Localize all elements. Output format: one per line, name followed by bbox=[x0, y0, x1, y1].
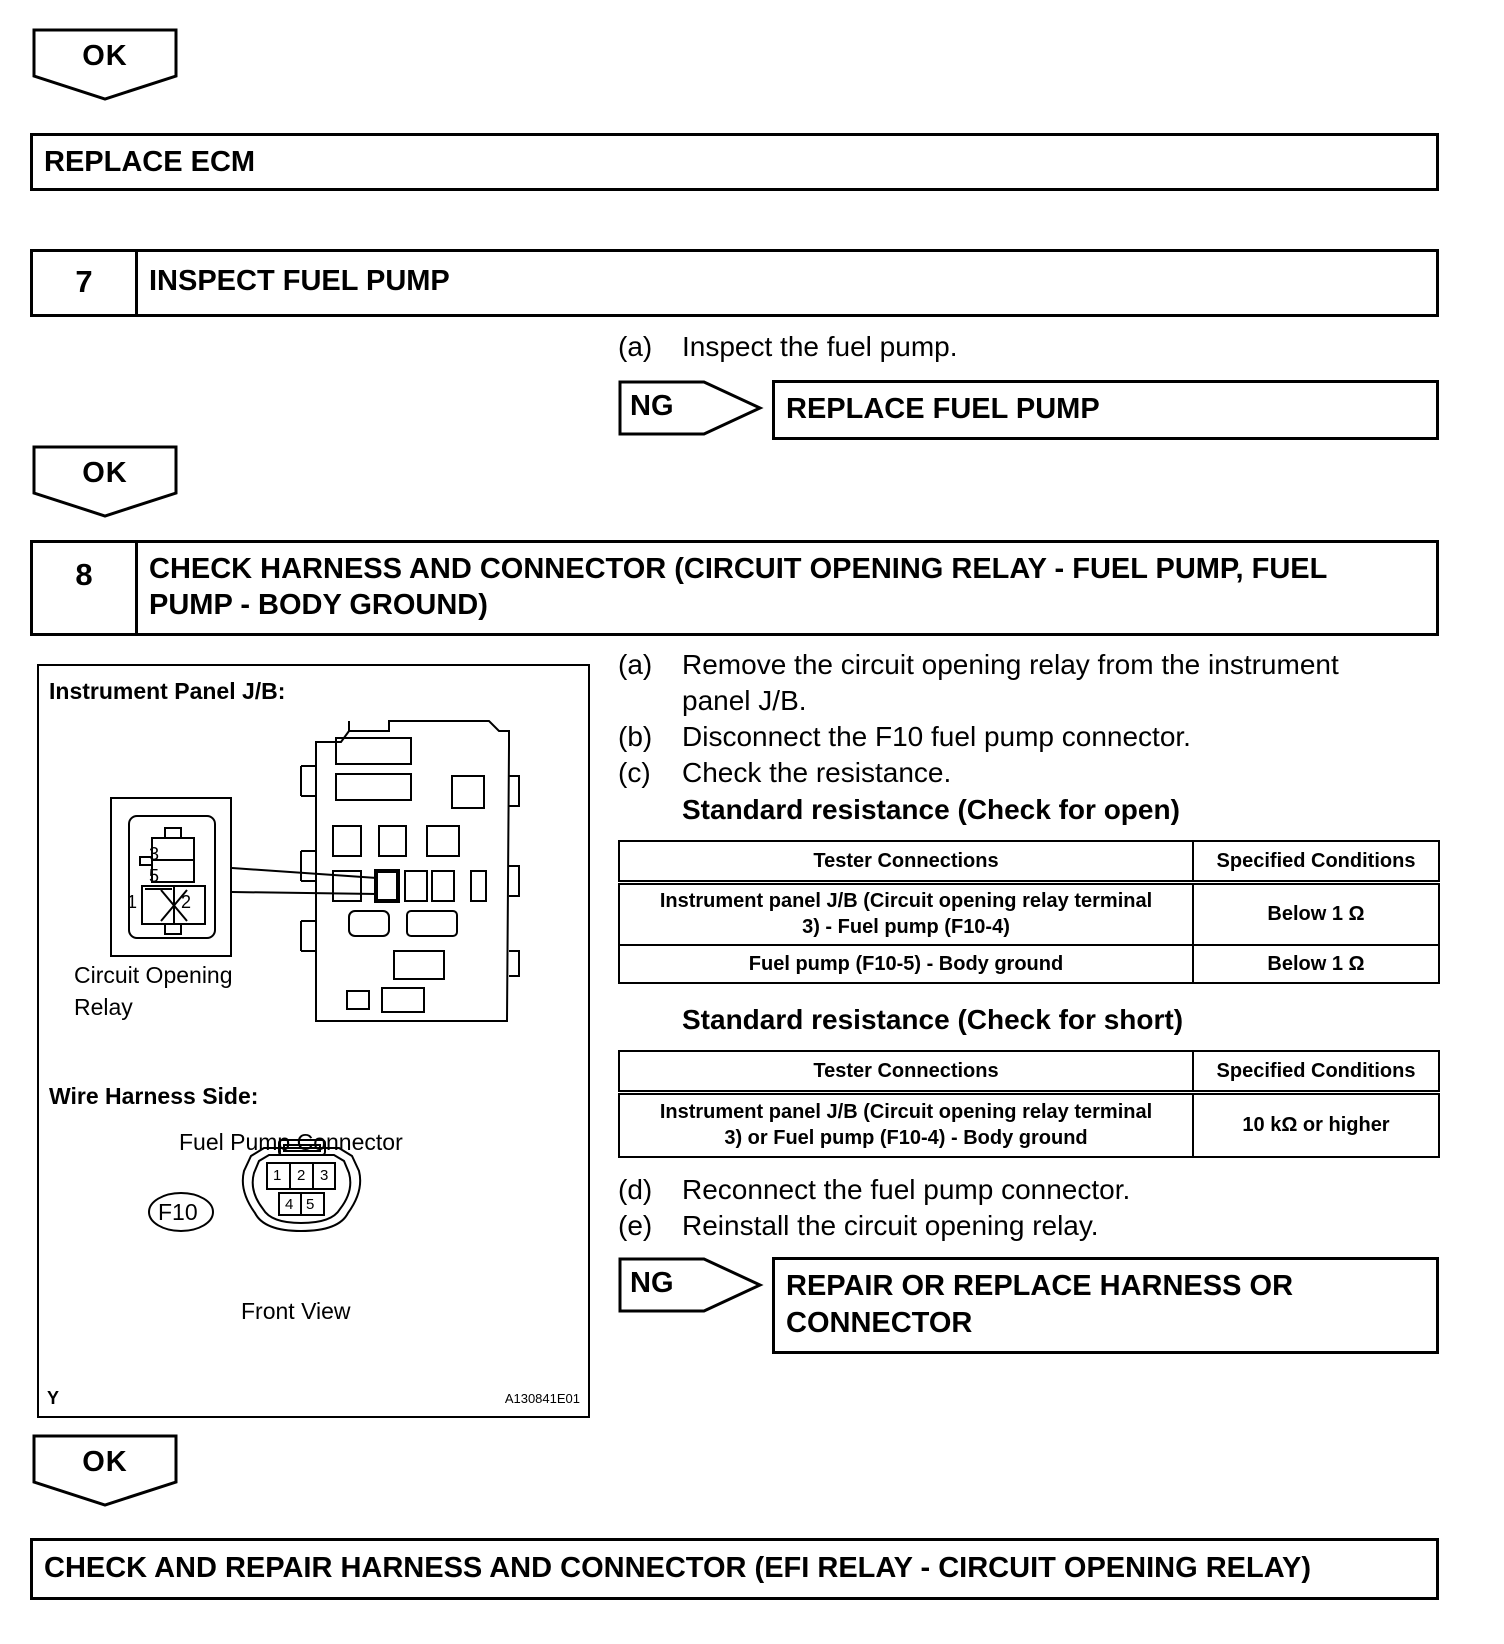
instruction-marker: (e) bbox=[618, 1210, 653, 1241]
step-7-instruction-a bbox=[618, 329, 1418, 369]
instruction-text: Inspect the fuel pump. bbox=[682, 331, 958, 362]
ok-arrow-1 bbox=[32, 28, 178, 102]
instruction-marker: (a) bbox=[618, 331, 653, 362]
repair-harness-box bbox=[772, 1257, 1439, 1354]
table-header: Tester Connections bbox=[619, 841, 1193, 883]
step-number: 7 bbox=[33, 252, 138, 314]
ng-result-line-2: CONNECTOR bbox=[786, 1307, 973, 1339]
ng-label: NG bbox=[630, 390, 674, 422]
step-title-line-2: PUMP - BODY GROUND) bbox=[149, 589, 488, 621]
relay-terminal-5: 5 bbox=[149, 866, 160, 886]
table-header: Specified Conditions bbox=[1193, 841, 1439, 883]
relay-label-line-2: Relay bbox=[74, 994, 133, 1020]
ok-arrow-2 bbox=[32, 445, 178, 519]
table-cell-connection: Fuel pump (F10-5) - Body ground bbox=[619, 945, 1193, 983]
table-cell-connection bbox=[619, 883, 1193, 945]
step-number: 8 bbox=[33, 543, 138, 633]
instruction-text: Reinstall the circuit opening relay. bbox=[682, 1210, 1099, 1241]
connector-pin-1: 1 bbox=[273, 1167, 282, 1184]
replace-fuel-pump-box bbox=[772, 380, 1439, 440]
ng-arrow-step-8 bbox=[618, 1257, 768, 1317]
open-check-title: Standard resistance (Check for open) bbox=[682, 794, 1180, 825]
step-8-instruction-c bbox=[618, 755, 1438, 791]
step-8-instruction-b bbox=[618, 719, 1438, 755]
ok-label: OK bbox=[82, 40, 128, 72]
figure-id: A130841E01 bbox=[504, 1391, 580, 1406]
short-check-title: Standard resistance (Check for short) bbox=[682, 1004, 1184, 1035]
corner-left: Y bbox=[47, 1388, 60, 1408]
connector-pin-5: 5 bbox=[306, 1196, 315, 1213]
ok-arrow-3 bbox=[32, 1434, 178, 1508]
connector-title: Fuel Pump Connector bbox=[179, 1129, 403, 1155]
short-check-table bbox=[618, 1050, 1440, 1158]
replace-ecm-box bbox=[30, 133, 1439, 191]
instruction-text: Disconnect the F10 fuel pump connector. bbox=[682, 721, 1191, 752]
connection-line-1: Instrument panel J/B (Circuit opening relay terminal bbox=[659, 890, 1153, 913]
step-title bbox=[149, 551, 1416, 623]
step-8-header bbox=[30, 540, 1439, 636]
ng-label: NG bbox=[630, 1267, 674, 1299]
relay-terminal-2: 2 bbox=[181, 892, 192, 912]
instruction-marker: (a) bbox=[618, 649, 653, 680]
connector-pin-3: 3 bbox=[320, 1167, 329, 1184]
step-title: INSPECT FUEL PUMP bbox=[149, 265, 450, 297]
ng-result-text: REPLACE FUEL PUMP bbox=[786, 393, 1100, 425]
instruction-marker: (b) bbox=[618, 721, 653, 752]
connector-pin-2: 2 bbox=[297, 1167, 306, 1184]
relay-terminal-1: 1 bbox=[127, 892, 138, 912]
step-title-line-1: CHECK HARNESS AND CONNECTOR (CIRCUIT OPENING RELAY - FUEL PUMP, FUEL bbox=[149, 553, 1328, 585]
step-8-instruction-a bbox=[618, 647, 1438, 719]
instruction-marker: (c) bbox=[618, 757, 651, 788]
ok-label: OK bbox=[82, 457, 128, 489]
table-cell-connection bbox=[619, 1093, 1193, 1157]
ng-result-text bbox=[786, 1268, 1293, 1342]
connector-code: F10 bbox=[158, 1199, 198, 1225]
connection-line-2: 3) or Fuel pump (F10-4) - Body ground bbox=[724, 1127, 1088, 1150]
step-7-header bbox=[30, 249, 1439, 317]
step-8-instruction-e bbox=[618, 1208, 1438, 1244]
panel-title: Instrument Panel J/B: bbox=[49, 678, 286, 704]
relay-terminal-3: 3 bbox=[149, 844, 160, 864]
view-label: Front View bbox=[241, 1298, 351, 1324]
ng-arrow-step-7 bbox=[618, 380, 768, 440]
table-cell-condition: 10 kΩ or higher bbox=[1193, 1093, 1439, 1157]
connection-line-2: 3) - Fuel pump (F10-4) bbox=[802, 916, 1010, 939]
instruction-text: Reconnect the fuel pump connector. bbox=[682, 1174, 1131, 1205]
step-8-instruction-d bbox=[618, 1172, 1438, 1208]
table-row bbox=[619, 883, 1439, 945]
connection-line-1: Instrument panel J/B (Circuit opening relay terminal bbox=[659, 1101, 1153, 1124]
table-cell-condition: Below 1 Ω bbox=[1193, 883, 1439, 945]
table-row bbox=[619, 1093, 1439, 1157]
final-action-text: CHECK AND REPAIR HARNESS AND CONNECTOR (EFI RELAY - CIRCUIT OPENING RELAY) bbox=[44, 1552, 1311, 1584]
table-header: Tester Connections bbox=[619, 1051, 1193, 1093]
instruction-text: Check the resistance. bbox=[682, 757, 952, 788]
final-action-box bbox=[30, 1538, 1439, 1600]
harness-title: Wire Harness Side: bbox=[49, 1083, 259, 1109]
table-cell-condition: Below 1 Ω bbox=[1193, 945, 1439, 983]
instruction-marker: (d) bbox=[618, 1174, 653, 1205]
wiring-figure bbox=[37, 664, 590, 1418]
table-header-row bbox=[619, 1051, 1439, 1093]
table-row bbox=[619, 945, 1439, 983]
ok-label: OK bbox=[82, 1446, 128, 1478]
table-header: Specified Conditions bbox=[1193, 1051, 1439, 1093]
ng-result-line-1: REPAIR OR REPLACE HARNESS OR bbox=[786, 1270, 1294, 1302]
replace-ecm-text: REPLACE ECM bbox=[44, 146, 256, 178]
connector-pin-4: 4 bbox=[285, 1196, 294, 1213]
instruction-text-continued: panel J/B. bbox=[682, 685, 807, 716]
relay-label-line-1: Circuit Opening bbox=[74, 962, 233, 988]
open-check-table bbox=[618, 840, 1440, 984]
instruction-text: Remove the circuit opening relay from the instrument bbox=[682, 649, 1339, 680]
table-header-row bbox=[619, 841, 1439, 883]
